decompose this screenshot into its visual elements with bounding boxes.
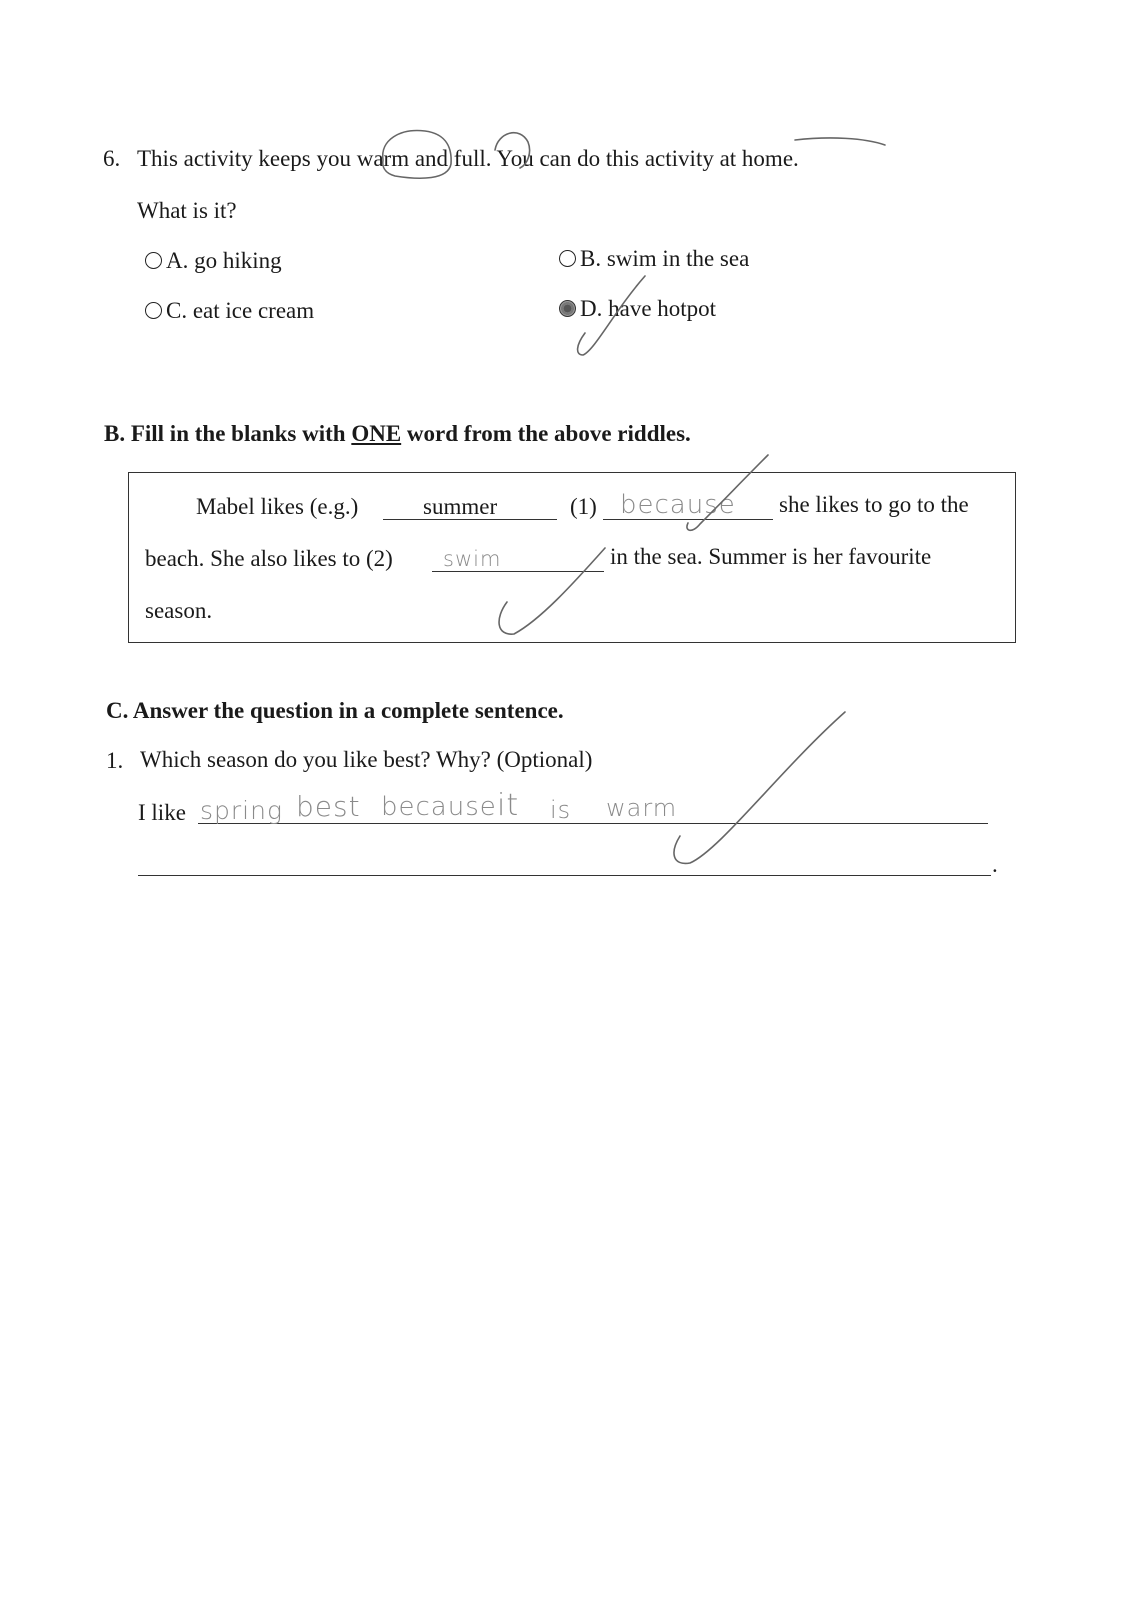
section-b-heading-start: B. Fill in the blanks with bbox=[104, 421, 352, 446]
answer-end-period: . bbox=[992, 852, 998, 877]
radio-circle-icon[interactable] bbox=[145, 252, 162, 269]
answer-line-2[interactable] bbox=[138, 875, 991, 876]
question-c1-number: 1. bbox=[106, 748, 124, 773]
radio-circle-icon[interactable] bbox=[145, 302, 162, 319]
option-a[interactable] bbox=[145, 248, 282, 274]
option-d-label: D. have hotpot bbox=[580, 296, 717, 321]
example-answer: summer bbox=[423, 494, 498, 519]
section-b-heading-end: word from the above riddles. bbox=[401, 421, 691, 446]
option-b-label: B. swim in the sea bbox=[580, 246, 750, 271]
passage-text-3: beach. She also likes to (2) bbox=[145, 546, 393, 571]
section-b-heading-emphasis: ONE bbox=[351, 421, 402, 446]
answer-line-1[interactable] bbox=[198, 823, 988, 824]
option-a-label: A. go hiking bbox=[166, 248, 282, 273]
passage-text-4: in the sea. Summer is her favourite bbox=[610, 544, 932, 569]
blank-2-line[interactable] bbox=[432, 571, 604, 572]
question-c1-text: Which season do you like best? Why? (Optional) bbox=[140, 747, 593, 772]
question-6-text: This activity keeps you warm and full. You can do this activity at home. bbox=[137, 146, 799, 171]
option-c[interactable] bbox=[145, 298, 314, 324]
passage-text-1: Mabel likes (e.g.) bbox=[196, 494, 359, 519]
section-c-heading: C. Answer the question in a complete sentence. bbox=[106, 698, 564, 723]
answer-word: warm bbox=[606, 794, 678, 822]
passage-text-5: season. bbox=[145, 598, 213, 623]
question-6-prompt: What is it? bbox=[137, 198, 237, 223]
answer-word: best bbox=[296, 790, 361, 823]
answer-word: because bbox=[381, 792, 497, 822]
radio-circle-icon[interactable] bbox=[559, 250, 576, 267]
answer-word: it bbox=[497, 788, 520, 823]
blank-1-answer[interactable]: because bbox=[620, 490, 736, 520]
blank-1-number: (1) bbox=[570, 494, 597, 519]
option-d[interactable] bbox=[559, 296, 716, 322]
option-c-label: C. eat ice cream bbox=[166, 298, 315, 323]
home-tick-mark bbox=[795, 138, 885, 145]
answer-word: spring bbox=[200, 796, 283, 825]
section-b-heading bbox=[104, 421, 691, 447]
passage-text-2: she likes to go to the bbox=[779, 492, 969, 517]
option-b[interactable] bbox=[559, 246, 749, 272]
answer-prefix: I like bbox=[138, 800, 186, 825]
radio-filled-icon[interactable] bbox=[559, 300, 576, 317]
blank-2-answer[interactable]: swim bbox=[443, 547, 502, 571]
answer-word: is bbox=[550, 796, 572, 824]
question-6-number: 6. bbox=[103, 146, 121, 171]
check-mark-section-c bbox=[674, 712, 845, 863]
